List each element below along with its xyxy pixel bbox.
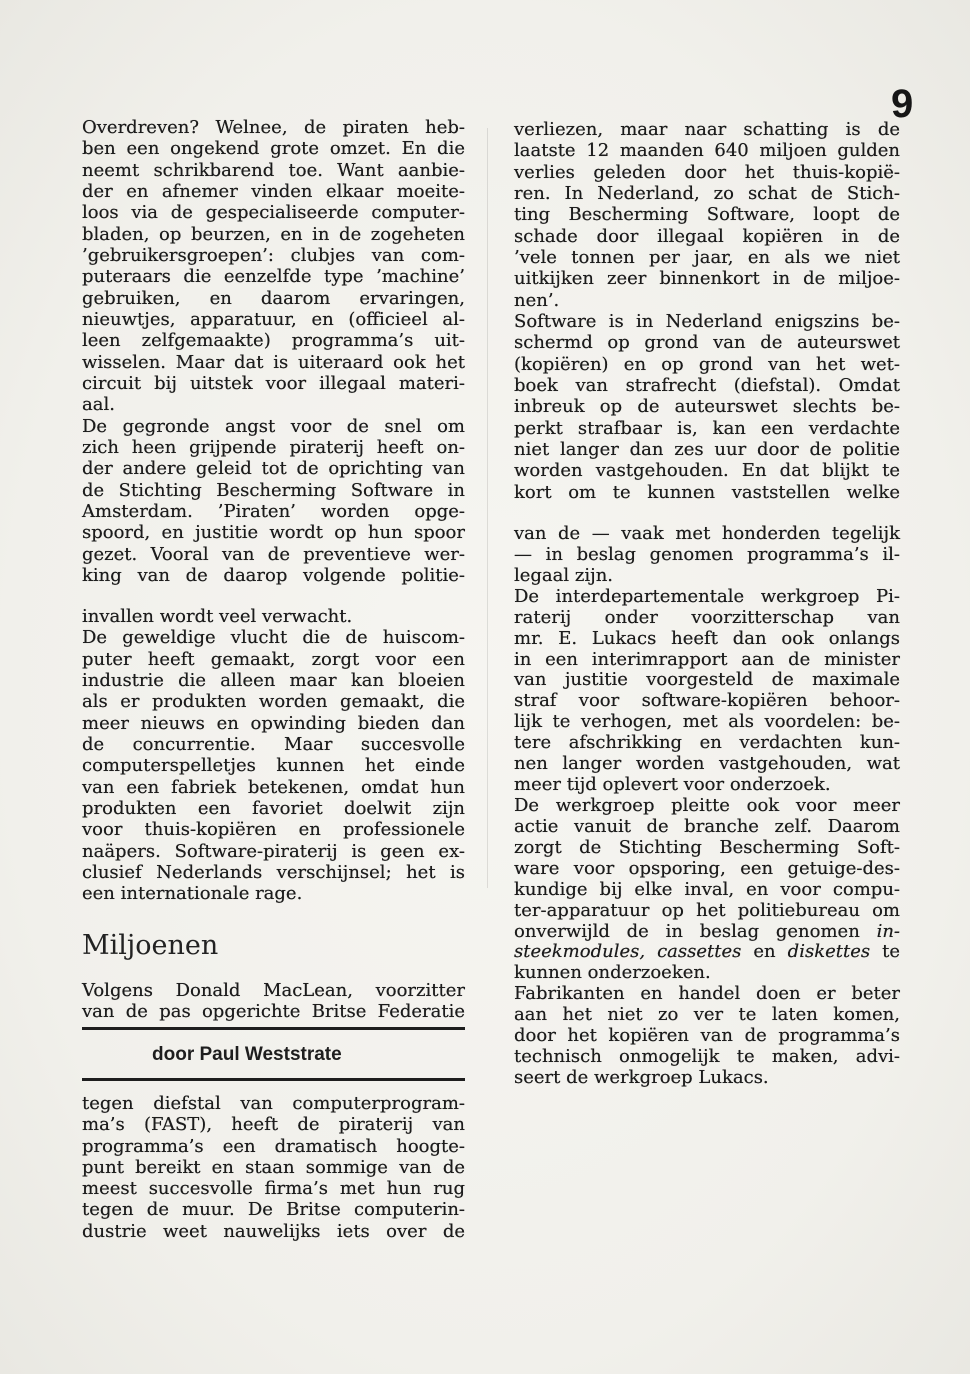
right-column-text-top: [514, 119, 900, 503]
page-number: 9: [891, 82, 914, 126]
text-line: nen langer worden vastgehouden, wat: [514, 753, 900, 775]
text-line: De interdepartementale werkgroep Pi-: [514, 585, 900, 607]
text-line: ma’s (FAST), heeft de piraterij van: [82, 1114, 465, 1136]
text-line: legaal zijn.: [514, 564, 614, 586]
text-line: De werkgroep pleitte ook voor meer: [514, 794, 900, 816]
text-line: de Stichting Bescherming Software in: [82, 479, 465, 501]
text-line: tegen de muur. De Britse computerin-: [82, 1199, 465, 1221]
text-line: De geweldige vlucht die de huiscom-: [82, 627, 465, 649]
text-line: meer tijd oplevert voor onderzoek.: [514, 774, 831, 796]
author-byline: door Paul Weststrate: [152, 1044, 342, 1065]
text-line: wisselen. Maar dat is uiteraard ook het: [82, 351, 465, 373]
text-line: ware voor opsporing, een getuige-des-: [514, 857, 900, 879]
italic-text: diskettes: [787, 941, 871, 963]
text-line: dustrie weet nauwelijks iets over de: [82, 1220, 465, 1242]
text-line: punt bereikt en staan sommige van de: [82, 1156, 465, 1178]
left-column-text-middle: [82, 606, 465, 905]
text-line: door het kopiëren van de programma’s: [514, 1025, 900, 1047]
text-line: van de pas opgerichte Britse Federatie: [82, 1000, 465, 1022]
text-line: aal.: [82, 394, 115, 416]
text-line: industrie die alleen maar kan bloeien: [82, 669, 465, 691]
text-line: ting Bescherming Software, loopt de: [514, 204, 900, 226]
text-line: puter heeft gemaakt, zorgt voor een: [82, 648, 465, 670]
byline-rule-top: [82, 1027, 465, 1030]
text-line: leen zelfgemaakte) programma’s uit-: [82, 330, 465, 352]
text-line: als er produkten worden gemaakt, die: [82, 691, 465, 713]
left-column-intro: [82, 981, 465, 1022]
text-line: gezet. Vooral van de preventieve wer-: [82, 543, 465, 565]
text-line: in een interimrapport aan de minister: [514, 648, 900, 670]
text-line: nen’.: [514, 289, 560, 311]
text-line: de concurrentie. Maar succesvolle: [82, 733, 465, 755]
text-line: raterij onder voorzitterschap van: [514, 606, 900, 628]
text-line: der en afnemer vinden elkaar moeite-: [82, 180, 465, 202]
left-column-text-bottom: [82, 1093, 465, 1242]
text-line: produkten een favoriet doelwit zijn: [82, 797, 465, 819]
text-line: Fabrikanten en handel doen er beter: [514, 983, 900, 1005]
text-line: verlies geleden door het thuis-kopië-: [514, 161, 900, 183]
text-line: programma’s een dramatisch hoogte-: [82, 1135, 465, 1157]
text-line: Overdreven? Welnee, de piraten heb-: [82, 117, 465, 138]
text-line: straf voor software-kopiëren behoor-: [514, 690, 900, 712]
text-line: van justitie voorgesteld de maximale: [514, 669, 900, 691]
text-line: kundige bij elke inval, en voor compu-: [514, 878, 900, 900]
text-line: kort om te kunnen vaststellen welke: [514, 481, 900, 503]
text-line: king van de daarop volgende politie-: [82, 564, 465, 586]
text-line: [514, 942, 900, 963]
italic-text: steekmodules, cassettes: [514, 941, 742, 963]
column-rule: [487, 128, 488, 888]
text-line: aan het niet zo ver te laten komen,: [514, 1004, 900, 1026]
text-line: Software is in Nederland enigszins be-: [514, 310, 900, 332]
text-line: ben een ongekend grote omzet. En die: [82, 138, 465, 160]
text-line: Amsterdam. ’Piraten’ worden opge-: [82, 500, 465, 522]
text-line: De gegronde angst voor de snel om: [82, 415, 465, 437]
byline-rule-bottom: [82, 1078, 465, 1081]
text-line: van een fabriek betekenen, omdat hun: [82, 776, 465, 798]
left-column-text-top: [82, 117, 465, 586]
text-line: neemt schrikbarend toe. Want aanbie-: [82, 159, 465, 181]
text-line: clusief Nederlands verschijnsel; het is: [82, 861, 465, 883]
text-line: der andere geleid tot de oprichting van: [82, 458, 465, 480]
text-line: [514, 922, 900, 943]
text-line: (kopiëren) en op grond van het wet-: [514, 353, 900, 375]
text-line: mr. E. Lukacs heeft dan ook onlangs: [514, 627, 900, 649]
text-line: nieuwtjes, apparatuur, en (officieel al-: [82, 308, 465, 330]
text-line: actie vanuit de branche zelf. Daarom: [514, 815, 900, 837]
text-line: verliezen, maar naar schatting is de: [514, 119, 900, 140]
text-line: — in beslag genomen programma’s il-: [514, 543, 900, 565]
text-line: inbreuk op de auteurswet slechts be-: [514, 396, 900, 418]
text-line: een internationale rage.: [82, 883, 303, 905]
text-line: puteraars die eenzelfde type ’machine’: [82, 266, 465, 288]
text-line: ’gebruikersgroepen’: clubjes van com-: [82, 244, 465, 266]
section-heading: Miljoenen: [82, 930, 219, 961]
text-line: technisch onmogelijk te maken, advi-: [514, 1046, 900, 1068]
text-line: tegen diefstal van computerprogram-: [82, 1093, 465, 1114]
right-column-text-bottom: [514, 524, 900, 1089]
text-line: loos via de gespecialiseerde computer-: [82, 202, 465, 224]
text-line: zorgt de Stichting Bescherming Soft-: [514, 836, 900, 858]
text-line: boek van strafrecht (diefstal). Omdat: [514, 374, 900, 396]
text-line: bladen, op beurzen, en in de zogeheten: [82, 223, 465, 245]
text-segment: en: [741, 941, 788, 963]
text-line: meer nieuws en opwinding bieden dan: [82, 712, 465, 734]
text-line: naäpers. Software-piraterij is geen ex-: [82, 840, 465, 862]
text-line: uitkijken zeer binnenkort in de miljoe-: [514, 268, 900, 290]
text-line: schade door illegaal kopiëren in de: [514, 225, 900, 247]
text-line: Volgens Donald MacLean, voorzitter: [82, 980, 465, 1001]
text-line: voor thuis-kopiëren en professionele: [82, 819, 465, 841]
text-line: computerspelletjes kunnen het einde: [82, 755, 465, 777]
text-line: laatste 12 maanden 640 miljoen gulden: [514, 140, 900, 162]
text-segment: onverwijld de in beslag genomen: [514, 920, 877, 942]
text-line: ’vele tonnen per jaar, en als we niet: [514, 246, 900, 268]
text-line: invallen wordt veel verwacht.: [82, 606, 353, 627]
text-line: tere afschrikking en verdachten kun-: [514, 732, 900, 754]
text-line: kunnen onderzoeken.: [514, 962, 711, 984]
text-line: circuit bij uitstek voor illegaal materi-: [82, 372, 465, 394]
italic-text: in-: [876, 920, 900, 942]
text-line: worden vastgehouden. En dat blijkt te: [514, 460, 900, 482]
text-line: van de — vaak met honderden tegelijk: [514, 523, 900, 544]
text-line: ter-apparatuur op het politiebureau om: [514, 899, 900, 921]
text-line: gebruiken, en daarom ervaringen,: [82, 287, 465, 309]
text-line: zich heen grijpende piraterij heeft on-: [82, 436, 465, 458]
text-line: niet langer dan zes uur door de politie: [514, 438, 900, 460]
text-line: spoord, en justitie wordt op hun spoor: [82, 522, 465, 544]
text-line: lijk te verhogen, met als voordelen: be-: [514, 711, 900, 733]
text-line: seert de werkgroep Lukacs.: [514, 1066, 769, 1088]
text-line: ren. In Nederland, zo schat de Stich-: [514, 182, 900, 204]
text-segment: te: [870, 941, 901, 963]
text-line: schermd op grond van de auteurswet: [514, 332, 900, 354]
text-line: perkt strafbaar is, kan een verdachte: [514, 417, 900, 439]
text-line: meest succesvolle firma’s met hun rug: [82, 1178, 465, 1200]
